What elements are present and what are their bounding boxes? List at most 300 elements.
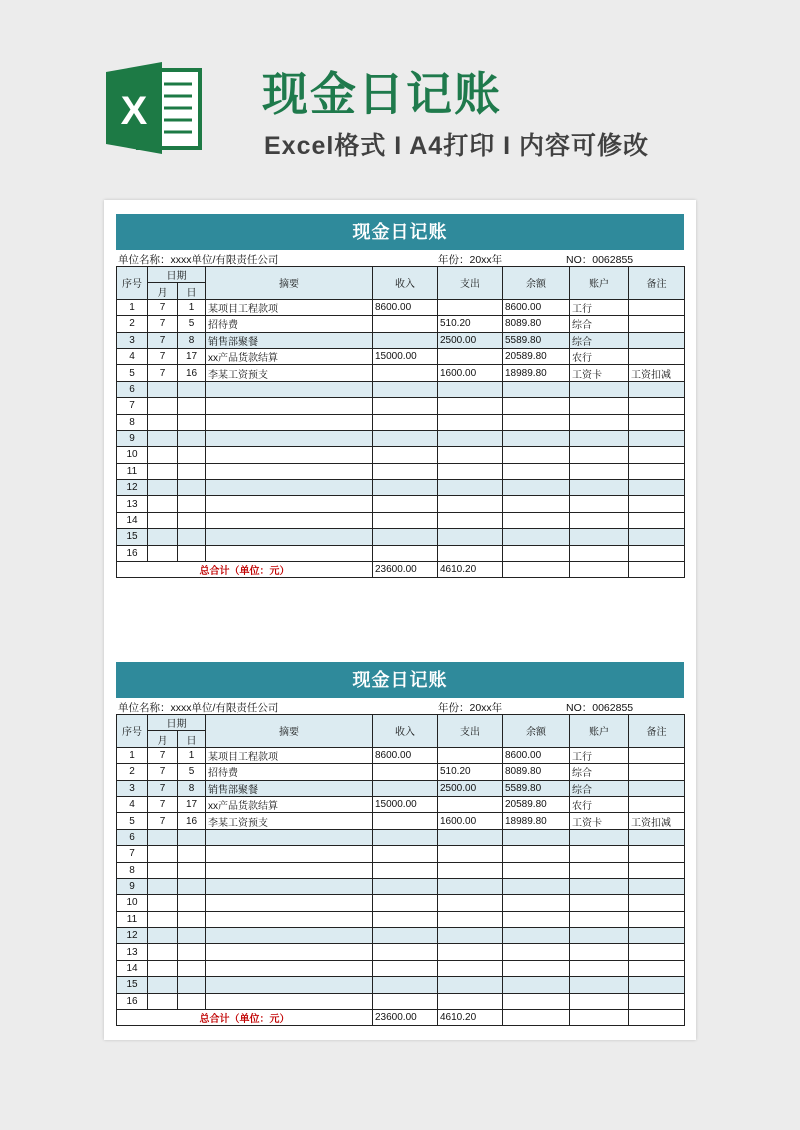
cell-month[interactable] <box>148 944 178 960</box>
cell-account[interactable]: 工行 <box>570 299 629 315</box>
cell-balance[interactable] <box>503 829 570 845</box>
cell-summary[interactable] <box>206 430 373 446</box>
cell-balance[interactable] <box>503 447 570 463</box>
cell-remark[interactable] <box>629 529 685 545</box>
cell-balance[interactable] <box>503 496 570 512</box>
cell-balance[interactable] <box>503 512 570 528</box>
cell-remark[interactable] <box>629 332 685 348</box>
cell-month[interactable]: 7 <box>148 316 178 332</box>
cell-summary[interactable] <box>206 414 373 430</box>
cell-day[interactable] <box>178 846 206 862</box>
cell-month[interactable] <box>148 829 178 845</box>
cell-expense[interactable] <box>438 796 503 812</box>
cell-seq[interactable]: 16 <box>117 993 148 1009</box>
cell-expense[interactable] <box>438 447 503 463</box>
cell-expense[interactable] <box>438 829 503 845</box>
cell-balance[interactable] <box>503 878 570 894</box>
cell-day[interactable]: 1 <box>178 747 206 763</box>
sheet-title: 现金日记账 <box>116 662 684 698</box>
cell-day[interactable] <box>178 529 206 545</box>
cell-seq[interactable]: 10 <box>117 447 148 463</box>
cell-summary[interactable]: 某项目工程款项 <box>206 299 373 315</box>
cell-summary[interactable] <box>206 480 373 496</box>
cell-balance[interactable] <box>503 960 570 976</box>
cell-summary[interactable]: 销售部聚餐 <box>206 780 373 796</box>
cell-expense[interactable] <box>438 398 503 414</box>
cell-summary[interactable]: 李某工资预支 <box>206 813 373 829</box>
cell-balance[interactable] <box>503 430 570 446</box>
cell-seq[interactable]: 7 <box>117 398 148 414</box>
cell-income[interactable]: 8600.00 <box>373 747 438 763</box>
table-row <box>117 496 685 512</box>
cell-expense[interactable]: 1600.00 <box>438 365 503 381</box>
cell-month[interactable] <box>148 512 178 528</box>
cell-summary[interactable] <box>206 895 373 911</box>
cell-seq[interactable]: 14 <box>117 512 148 528</box>
cell-expense[interactable] <box>438 480 503 496</box>
cell-day[interactable]: 8 <box>178 780 206 796</box>
cell-month[interactable] <box>148 447 178 463</box>
cell-month[interactable] <box>148 862 178 878</box>
cell-balance[interactable] <box>503 928 570 944</box>
cell-remark[interactable] <box>629 545 685 561</box>
cell-summary[interactable] <box>206 463 373 479</box>
cell-remark[interactable] <box>629 846 685 862</box>
cell-income[interactable] <box>373 780 438 796</box>
cell-account[interactable] <box>570 447 629 463</box>
cell-expense[interactable] <box>438 430 503 446</box>
cell-seq[interactable]: 11 <box>117 463 148 479</box>
cell-income[interactable] <box>373 332 438 348</box>
cell-balance[interactable] <box>503 846 570 862</box>
cell-seq[interactable]: 6 <box>117 381 148 397</box>
cell-account[interactable] <box>570 993 629 1009</box>
cell-seq[interactable]: 4 <box>117 348 148 364</box>
cell-remark[interactable] <box>629 977 685 993</box>
cell-balance[interactable]: 8600.00 <box>503 299 570 315</box>
cell-income[interactable] <box>373 813 438 829</box>
cell-income[interactable] <box>373 414 438 430</box>
cell-remark[interactable] <box>629 430 685 446</box>
cell-expense[interactable] <box>438 348 503 364</box>
cell-month[interactable]: 7 <box>148 764 178 780</box>
cell-seq[interactable]: 3 <box>117 332 148 348</box>
cell-account[interactable] <box>570 911 629 927</box>
cell-expense[interactable] <box>438 463 503 479</box>
cell-account[interactable]: 农行 <box>570 796 629 812</box>
cell-summary[interactable] <box>206 862 373 878</box>
cell-account[interactable] <box>570 977 629 993</box>
cell-account[interactable] <box>570 960 629 976</box>
cell-month[interactable]: 7 <box>148 332 178 348</box>
cell-income[interactable]: 15000.00 <box>373 348 438 364</box>
cell-expense[interactable] <box>438 299 503 315</box>
cell-income[interactable] <box>373 430 438 446</box>
cell-seq[interactable]: 1 <box>117 299 148 315</box>
cell-expense[interactable]: 510.20 <box>438 316 503 332</box>
sheet-info-row <box>116 250 684 266</box>
cell-month[interactable] <box>148 977 178 993</box>
cell-expense[interactable] <box>438 846 503 862</box>
cell-income[interactable] <box>373 928 438 944</box>
cell-income[interactable] <box>373 862 438 878</box>
cell-remark[interactable] <box>629 398 685 414</box>
cell-expense[interactable]: 2500.00 <box>438 332 503 348</box>
cell-seq[interactable]: 7 <box>117 846 148 862</box>
cell-account[interactable] <box>570 846 629 862</box>
cell-summary[interactable]: 招待费 <box>206 764 373 780</box>
cell-income[interactable]: 15000.00 <box>373 796 438 812</box>
cell-summary[interactable]: 招待费 <box>206 316 373 332</box>
cell-remark[interactable] <box>629 829 685 845</box>
cell-summary[interactable]: 销售部聚餐 <box>206 332 373 348</box>
cell-balance[interactable] <box>503 480 570 496</box>
cell-account[interactable] <box>570 463 629 479</box>
cell-income[interactable] <box>373 398 438 414</box>
table-row <box>117 747 685 763</box>
cell-expense[interactable] <box>438 878 503 894</box>
cell-summary[interactable] <box>206 928 373 944</box>
cell-day[interactable]: 5 <box>178 764 206 780</box>
cell-remark[interactable] <box>629 764 685 780</box>
cell-day[interactable] <box>178 381 206 397</box>
cell-summary[interactable] <box>206 447 373 463</box>
table-row <box>117 316 685 332</box>
cell-remark[interactable] <box>629 447 685 463</box>
cell-day[interactable] <box>178 512 206 528</box>
cell-remark[interactable] <box>629 895 685 911</box>
cell-expense[interactable] <box>438 911 503 927</box>
cell-day[interactable] <box>178 895 206 911</box>
cell-account[interactable] <box>570 496 629 512</box>
cell-seq[interactable]: 3 <box>117 780 148 796</box>
cell-seq[interactable]: 6 <box>117 829 148 845</box>
cell-month[interactable] <box>148 463 178 479</box>
cell-seq[interactable]: 4 <box>117 796 148 812</box>
cell-expense[interactable] <box>438 496 503 512</box>
cell-summary[interactable] <box>206 829 373 845</box>
cell-balance[interactable] <box>503 911 570 927</box>
cell-seq[interactable]: 16 <box>117 545 148 561</box>
cell-summary[interactable] <box>206 496 373 512</box>
cell-month[interactable]: 7 <box>148 813 178 829</box>
cell-income[interactable] <box>373 529 438 545</box>
cell-day[interactable] <box>178 447 206 463</box>
cell-balance[interactable]: 8089.80 <box>503 764 570 780</box>
cell-seq[interactable]: 13 <box>117 496 148 512</box>
cell-day[interactable] <box>178 463 206 479</box>
cell-summary[interactable]: 李某工资预支 <box>206 365 373 381</box>
cell-account[interactable] <box>570 529 629 545</box>
cell-expense[interactable] <box>438 381 503 397</box>
cell-expense[interactable] <box>438 928 503 944</box>
cell-expense[interactable]: 1600.00 <box>438 813 503 829</box>
cell-income[interactable] <box>373 381 438 397</box>
cell-expense[interactable] <box>438 529 503 545</box>
cell-account[interactable] <box>570 878 629 894</box>
cell-expense[interactable] <box>438 747 503 763</box>
cell-expense[interactable] <box>438 977 503 993</box>
cell-balance[interactable] <box>503 463 570 479</box>
cell-income[interactable] <box>373 993 438 1009</box>
cell-day[interactable]: 16 <box>178 365 206 381</box>
cell-income[interactable]: 8600.00 <box>373 299 438 315</box>
cell-income[interactable] <box>373 960 438 976</box>
cell-day[interactable] <box>178 928 206 944</box>
cell-account[interactable]: 工行 <box>570 747 629 763</box>
cell-remark[interactable] <box>629 480 685 496</box>
unit-name: 单位名称：xxxx单位/有限责任公司 <box>118 702 279 714</box>
cell-income[interactable] <box>373 545 438 561</box>
cell-remark[interactable] <box>629 316 685 332</box>
cell-balance[interactable] <box>503 993 570 1009</box>
cell-account[interactable]: 工资卡 <box>570 813 629 829</box>
cell-remark[interactable] <box>629 496 685 512</box>
cell-remark[interactable] <box>629 944 685 960</box>
cell-account[interactable] <box>570 928 629 944</box>
cell-summary[interactable] <box>206 960 373 976</box>
cell-month[interactable]: 7 <box>148 348 178 364</box>
cell-income[interactable] <box>373 829 438 845</box>
cell-expense[interactable] <box>438 512 503 528</box>
cell-income[interactable] <box>373 977 438 993</box>
cell-day[interactable]: 17 <box>178 796 206 812</box>
cell-day[interactable] <box>178 977 206 993</box>
cell-seq[interactable]: 9 <box>117 878 148 894</box>
cell-balance[interactable]: 8089.80 <box>503 316 570 332</box>
cell-remark[interactable]: 工资扣减 <box>629 365 685 381</box>
cell-account[interactable] <box>570 480 629 496</box>
cell-seq[interactable]: 2 <box>117 316 148 332</box>
cell-remark[interactable] <box>629 928 685 944</box>
cell-remark[interactable] <box>629 463 685 479</box>
cell-balance[interactable]: 18989.80 <box>503 813 570 829</box>
cell-month[interactable] <box>148 911 178 927</box>
cell-balance[interactable] <box>503 381 570 397</box>
cell-account[interactable]: 农行 <box>570 348 629 364</box>
cell-balance[interactable]: 8600.00 <box>503 747 570 763</box>
cell-month[interactable] <box>148 993 178 1009</box>
cell-balance[interactable] <box>503 862 570 878</box>
cell-seq[interactable]: 13 <box>117 944 148 960</box>
cell-account[interactable] <box>570 381 629 397</box>
cell-month[interactable] <box>148 398 178 414</box>
cell-seq[interactable]: 8 <box>117 414 148 430</box>
cell-day[interactable] <box>178 414 206 430</box>
cell-month[interactable] <box>148 878 178 894</box>
cell-day[interactable] <box>178 862 206 878</box>
cell-income[interactable] <box>373 911 438 927</box>
cell-month[interactable]: 7 <box>148 780 178 796</box>
cell-day[interactable] <box>178 496 206 512</box>
cell-month[interactable] <box>148 496 178 512</box>
cell-summary[interactable] <box>206 512 373 528</box>
cell-month[interactable]: 7 <box>148 747 178 763</box>
cell-account[interactable] <box>570 829 629 845</box>
cell-expense[interactable]: 510.20 <box>438 764 503 780</box>
cell-month[interactable] <box>148 430 178 446</box>
cell-income[interactable] <box>373 365 438 381</box>
cell-seq[interactable]: 8 <box>117 862 148 878</box>
col-seq: 序号 <box>117 267 148 300</box>
cell-remark[interactable] <box>629 862 685 878</box>
cell-income[interactable] <box>373 846 438 862</box>
cell-summary[interactable] <box>206 911 373 927</box>
cell-income[interactable] <box>373 944 438 960</box>
cell-income[interactable] <box>373 316 438 332</box>
cell-balance[interactable]: 5589.80 <box>503 332 570 348</box>
cell-seq[interactable]: 14 <box>117 960 148 976</box>
cell-remark[interactable] <box>629 381 685 397</box>
cell-account[interactable] <box>570 398 629 414</box>
cell-seq[interactable]: 11 <box>117 911 148 927</box>
cell-summary[interactable] <box>206 977 373 993</box>
cell-day[interactable] <box>178 398 206 414</box>
cell-day[interactable]: 17 <box>178 348 206 364</box>
cell-balance[interactable]: 18989.80 <box>503 365 570 381</box>
cell-balance[interactable] <box>503 944 570 960</box>
cell-balance[interactable] <box>503 895 570 911</box>
cell-balance[interactable] <box>503 414 570 430</box>
cell-summary[interactable] <box>206 944 373 960</box>
cell-income[interactable] <box>373 447 438 463</box>
sheet-info-row <box>116 698 684 714</box>
cell-month[interactable] <box>148 960 178 976</box>
cell-summary[interactable] <box>206 993 373 1009</box>
cell-expense[interactable] <box>438 993 503 1009</box>
cell-seq[interactable]: 5 <box>117 813 148 829</box>
cell-month[interactable] <box>148 928 178 944</box>
cell-summary[interactable] <box>206 846 373 862</box>
cell-month[interactable] <box>148 545 178 561</box>
cell-seq[interactable]: 1 <box>117 747 148 763</box>
cell-account[interactable] <box>570 545 629 561</box>
cell-balance[interactable] <box>503 398 570 414</box>
cell-day[interactable] <box>178 878 206 894</box>
cell-balance[interactable] <box>503 545 570 561</box>
cell-expense[interactable]: 2500.00 <box>438 780 503 796</box>
cell-seq[interactable]: 5 <box>117 365 148 381</box>
cell-account[interactable] <box>570 414 629 430</box>
cell-remark[interactable] <box>629 747 685 763</box>
cell-day[interactable] <box>178 960 206 976</box>
cell-summary[interactable]: 某项目工程款项 <box>206 747 373 763</box>
cell-account[interactable]: 综合 <box>570 332 629 348</box>
cell-seq[interactable]: 15 <box>117 977 148 993</box>
cell-remark[interactable] <box>629 911 685 927</box>
cell-month[interactable] <box>148 414 178 430</box>
cell-seq[interactable]: 12 <box>117 928 148 944</box>
cell-summary[interactable] <box>206 529 373 545</box>
cell-remark[interactable] <box>629 348 685 364</box>
cell-month[interactable]: 7 <box>148 796 178 812</box>
cell-day[interactable]: 16 <box>178 813 206 829</box>
cell-seq[interactable]: 9 <box>117 430 148 446</box>
cell-day[interactable] <box>178 993 206 1009</box>
cell-seq[interactable]: 15 <box>117 529 148 545</box>
cell-income[interactable] <box>373 878 438 894</box>
table-row <box>117 463 685 479</box>
cell-balance[interactable] <box>503 977 570 993</box>
cell-remark[interactable]: 工资扣减 <box>629 813 685 829</box>
cell-month[interactable]: 7 <box>148 365 178 381</box>
cell-seq[interactable]: 10 <box>117 895 148 911</box>
cell-month[interactable] <box>148 529 178 545</box>
cell-month[interactable] <box>148 846 178 862</box>
cell-summary[interactable] <box>206 878 373 894</box>
cell-summary[interactable]: xx产品货款结算 <box>206 348 373 364</box>
cell-day[interactable] <box>178 829 206 845</box>
cell-expense[interactable] <box>438 414 503 430</box>
cell-day[interactable]: 8 <box>178 332 206 348</box>
cell-remark[interactable] <box>629 780 685 796</box>
cell-remark[interactable] <box>629 512 685 528</box>
cell-income[interactable] <box>373 496 438 512</box>
cell-month[interactable] <box>148 381 178 397</box>
table-row <box>117 993 685 1009</box>
cell-account[interactable]: 综合 <box>570 780 629 796</box>
cell-expense[interactable] <box>438 960 503 976</box>
cell-account[interactable] <box>570 862 629 878</box>
cell-seq[interactable]: 2 <box>117 764 148 780</box>
cell-account[interactable]: 综合 <box>570 316 629 332</box>
cell-account[interactable] <box>570 430 629 446</box>
cell-summary[interactable] <box>206 398 373 414</box>
cell-account[interactable]: 工资卡 <box>570 365 629 381</box>
table-row <box>117 780 685 796</box>
cell-seq[interactable]: 12 <box>117 480 148 496</box>
cell-day[interactable] <box>178 430 206 446</box>
cell-month[interactable] <box>148 480 178 496</box>
col-balance: 余额 <box>503 267 570 300</box>
cell-account[interactable] <box>570 512 629 528</box>
cell-day[interactable] <box>178 545 206 561</box>
cell-expense[interactable] <box>438 862 503 878</box>
cell-month[interactable]: 7 <box>148 299 178 315</box>
cell-month[interactable] <box>148 895 178 911</box>
cell-income[interactable] <box>373 480 438 496</box>
cell-account[interactable] <box>570 944 629 960</box>
cell-expense[interactable] <box>438 944 503 960</box>
cell-balance[interactable]: 20589.80 <box>503 796 570 812</box>
cell-day[interactable]: 5 <box>178 316 206 332</box>
cell-income[interactable] <box>373 463 438 479</box>
cell-day[interactable] <box>178 911 206 927</box>
cell-income[interactable] <box>373 512 438 528</box>
cell-balance[interactable] <box>503 529 570 545</box>
cell-summary[interactable] <box>206 381 373 397</box>
cell-account[interactable]: 综合 <box>570 764 629 780</box>
cell-balance[interactable]: 20589.80 <box>503 348 570 364</box>
cell-summary[interactable]: xx产品货款结算 <box>206 796 373 812</box>
cell-expense[interactable] <box>438 895 503 911</box>
cell-remark[interactable] <box>629 878 685 894</box>
cell-income[interactable] <box>373 895 438 911</box>
cell-expense[interactable] <box>438 545 503 561</box>
cell-day[interactable] <box>178 944 206 960</box>
cell-remark[interactable] <box>629 960 685 976</box>
cell-remark[interactable] <box>629 796 685 812</box>
cell-day[interactable] <box>178 480 206 496</box>
cell-balance[interactable]: 5589.80 <box>503 780 570 796</box>
cell-day[interactable]: 1 <box>178 299 206 315</box>
cell-remark[interactable] <box>629 993 685 1009</box>
cell-account[interactable] <box>570 895 629 911</box>
cell-remark[interactable] <box>629 299 685 315</box>
cell-summary[interactable] <box>206 545 373 561</box>
cell-remark[interactable] <box>629 414 685 430</box>
cell-income[interactable] <box>373 764 438 780</box>
